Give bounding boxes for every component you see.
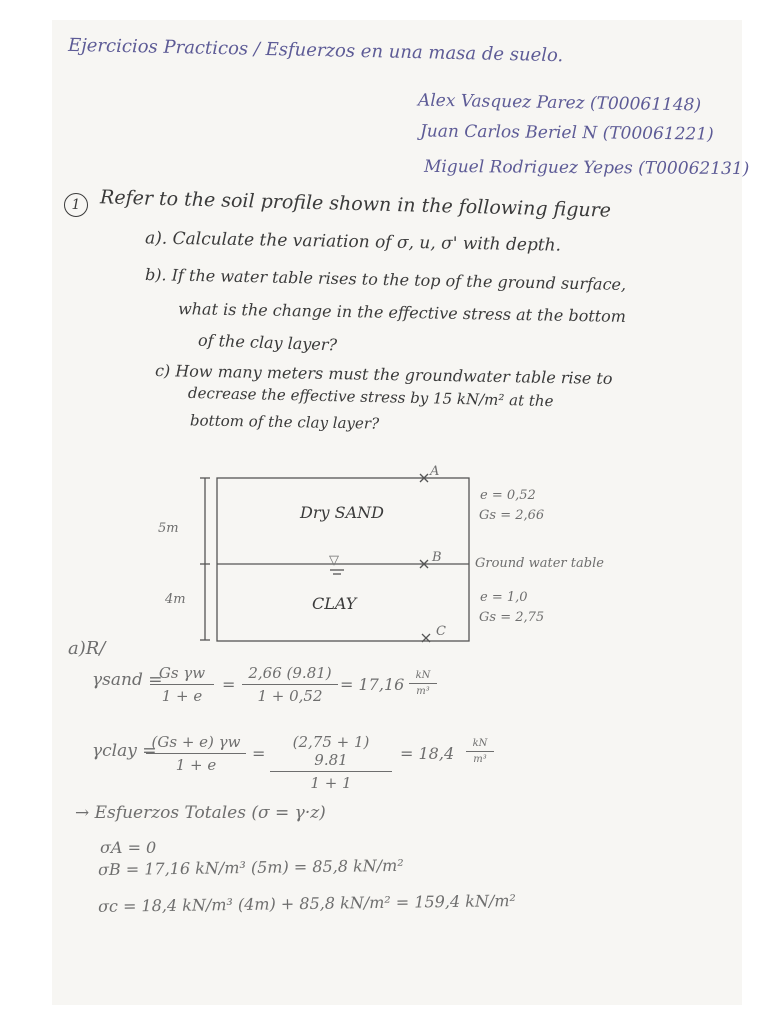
gamma-clay-denominator-values: 1 + 1 bbox=[310, 774, 352, 792]
problem-part-b-line3: of the clay layer? bbox=[197, 330, 338, 355]
gamma-sand-formula bbox=[150, 664, 214, 705]
problem-part-c-line2: decrease the effective stress by 15 kN/m² at the bbox=[187, 383, 554, 411]
author-3: Miguel Rodriguez Yepes (T00062131) bbox=[423, 156, 750, 180]
clay-void-ratio: e = 1,0 bbox=[480, 590, 528, 605]
gamma-sand-unit-den: m³ bbox=[416, 686, 430, 697]
gamma-clay-substitution bbox=[270, 733, 392, 792]
gamma-clay-equals: = bbox=[252, 744, 266, 763]
water-table-icon: ▽ bbox=[329, 553, 339, 568]
author-2: Juan Carlos Beriel N (T00061221) bbox=[419, 121, 714, 145]
gamma-sand-unit-num: kN bbox=[415, 670, 431, 681]
sand-thickness: 5m bbox=[158, 521, 179, 536]
sigma-a-line: σA = 0 bbox=[100, 838, 157, 857]
solution-label: a)R/ bbox=[68, 638, 106, 659]
problem-number: 1 bbox=[64, 193, 88, 217]
gamma-sand-equals: = bbox=[222, 675, 236, 694]
gamma-sand-substitution bbox=[242, 664, 338, 705]
gamma-clay-unit bbox=[466, 738, 494, 765]
problem-part-c-line1: c) How many meters must the groundwater table rise to bbox=[154, 361, 613, 388]
gamma-sand-denominator: 1 + e bbox=[161, 687, 203, 705]
gamma-sand-lhs: γsand = bbox=[92, 670, 163, 690]
gamma-clay-unit-num: kN bbox=[472, 738, 488, 749]
clay-specific-gravity: Gs = 2,75 bbox=[479, 610, 545, 625]
gamma-sand-denominator-values: 1 + 0,52 bbox=[257, 687, 323, 705]
gamma-clay-numerator: (Gs + e) γw bbox=[151, 733, 241, 751]
point-b-label: B bbox=[432, 550, 442, 565]
gamma-sand-unit bbox=[409, 670, 437, 697]
gamma-clay-numerator-values: (2,75 + 1) 9.81 bbox=[292, 733, 370, 769]
water-table-label: Ground water table bbox=[475, 556, 604, 571]
gamma-sand-numerator-values: 2,66 (9.81) bbox=[248, 664, 332, 682]
problem-part-b-line2: what is the change in the effective stress at the bottom bbox=[177, 299, 627, 326]
clay-thickness: 4m bbox=[165, 592, 186, 607]
layer-label-dry-sand: Dry SAND bbox=[300, 503, 384, 522]
gamma-clay-denominator: 1 + e bbox=[175, 756, 217, 774]
layer-label-clay: CLAY bbox=[312, 594, 357, 613]
gamma-clay-unit-den: m³ bbox=[473, 754, 487, 765]
sand-void-ratio: e = 0,52 bbox=[480, 488, 536, 503]
problem-part-a: a). Calculate the variation of σ, u, σ' with depth. bbox=[144, 228, 562, 256]
author-1: Alex Vasquez Parez (T00061148) bbox=[417, 90, 702, 116]
gamma-sand-result: = 17,16 bbox=[340, 675, 405, 694]
sand-specific-gravity: Gs = 2,66 bbox=[479, 508, 545, 523]
point-a-label: A bbox=[430, 464, 440, 479]
gamma-clay-formula bbox=[146, 733, 246, 774]
problem-intro: Refer to the soil profile shown in the following figure bbox=[99, 186, 612, 222]
sigma-b-line: σB = 17,16 kN/m³ (5m) = 85,8 kN/m² bbox=[97, 855, 404, 880]
gamma-clay-lhs: γclay = bbox=[92, 741, 157, 761]
problem-part-c-line3: bottom of the clay layer? bbox=[189, 411, 380, 433]
gamma-clay-result: = 18,4 bbox=[400, 744, 455, 763]
page-title: Ejercicios Practicos / Esfuerzos en una masa de suelo. bbox=[67, 34, 564, 67]
problem-part-b-line1: b). If the water table rises to the top of the ground surface, bbox=[144, 264, 627, 295]
gamma-sand-numerator: Gs γw bbox=[158, 664, 206, 682]
total-stress-heading: → Esfuerzos Totales (σ = γ·z) bbox=[75, 803, 326, 823]
sigma-c-line: σc = 18,4 kN/m³ (4m) + 85,8 kN/m² = 159,4 kN/m² bbox=[97, 891, 516, 916]
point-c-label: C bbox=[436, 624, 446, 639]
